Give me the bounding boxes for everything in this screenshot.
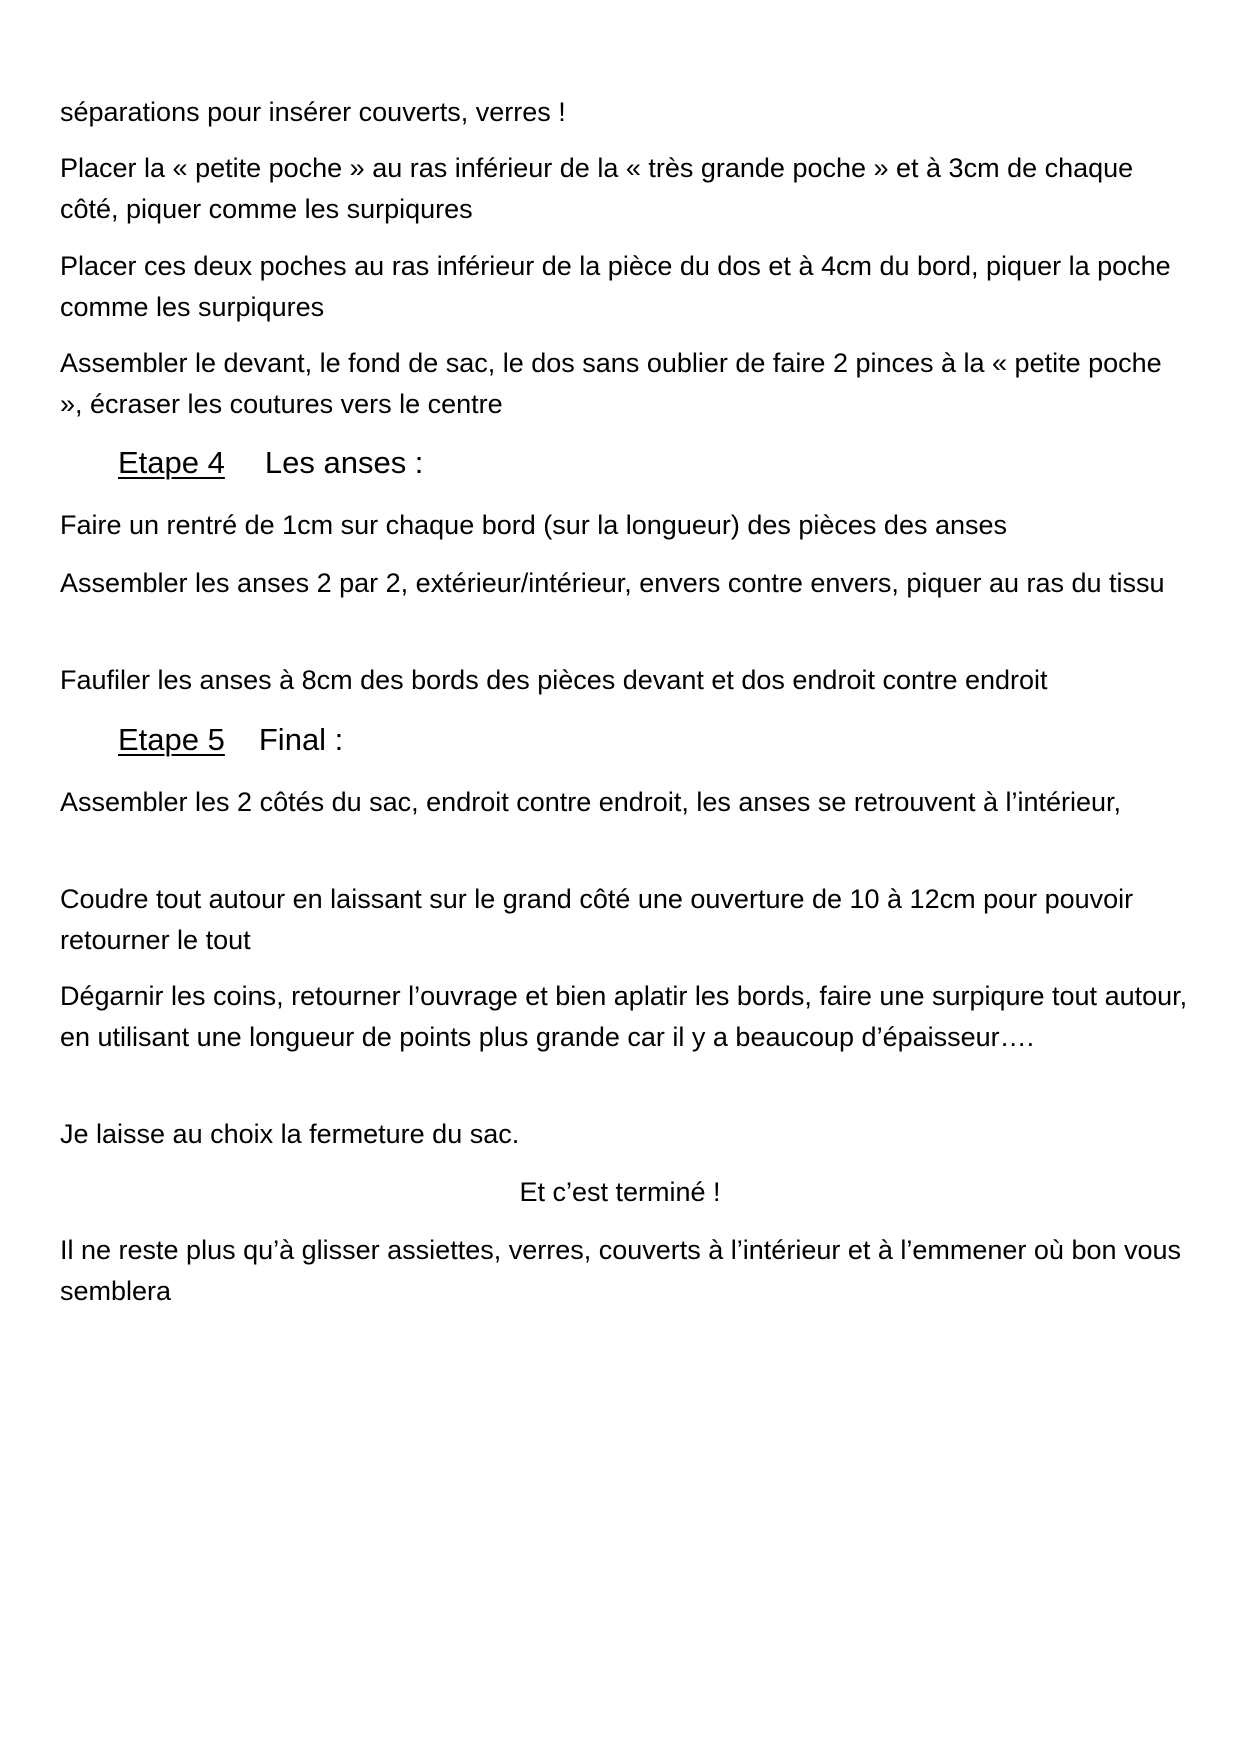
paragraph-fermeture: Je laisse au choix la fermeture du sac. [60,1119,520,1149]
step-5-title: Final : [258,722,344,757]
paragraph-coudre: Coudre tout autour en laissant sur le grand côté une ouverture de 10 à 12cm pour pouvoir retourner le tout [60,884,1134,955]
step-4-title: Les anses : [264,445,424,480]
step-5-label: Etape 5 [118,722,225,757]
paragraph-assembler-anses: Assembler les anses 2 par 2, extérieur/intérieur, envers contre envers, piquer au ras du tissu [60,568,1165,598]
step-5-heading [118,720,343,760]
paragraph-faufiler: Faufiler les anses à 8cm des bords des pièces devant et dos endroit contre endroit [60,665,1048,695]
paragraph-assembler-devant: Assembler le devant, le fond de sac, le dos sans oublier de faire 2 pinces à la « petite poche », écraser les coutures vers le centre [60,348,1162,419]
step-4-heading [118,443,423,483]
paragraph-assembler-cotes: Assembler les 2 côtés du sac, endroit contre endroit, les anses se retrouvent à l’intérieur, [60,787,1122,817]
step-4-label: Etape 4 [118,445,225,480]
paragraph-rentre: Faire un rentré de 1cm sur chaque bord (sur la longueur) des pièces des anses [60,510,1008,540]
paragraph-glisser: Il ne reste plus qu’à glisser assiettes, verres, couverts à l’intérieur et à l’emmener où bon vous semblera [60,1235,1182,1306]
paragraph-petite-poche: Placer la « petite poche » au ras inférieur de la « très grande poche » et à 3cm de chaque côté, piquer comme les surpiqures [60,153,1134,224]
paragraph-deux-poches: Placer ces deux poches au ras inférieur de la pièce du dos et à 4cm du bord, piquer la poche comme les surpiqures [60,251,1171,322]
paragraph-separations: séparations pour insérer couverts, verres ! [60,97,566,127]
closing-line: Et c’est terminé ! [519,1177,721,1207]
paragraph-degarnir: Dégarnir les coins, retourner l’ouvrage et bien aplatir les bords, faire une surpiqure tout autour, en utilisant une longueur de points plus grande car il y a beaucoup d’épaisseur…. [60,981,1188,1052]
